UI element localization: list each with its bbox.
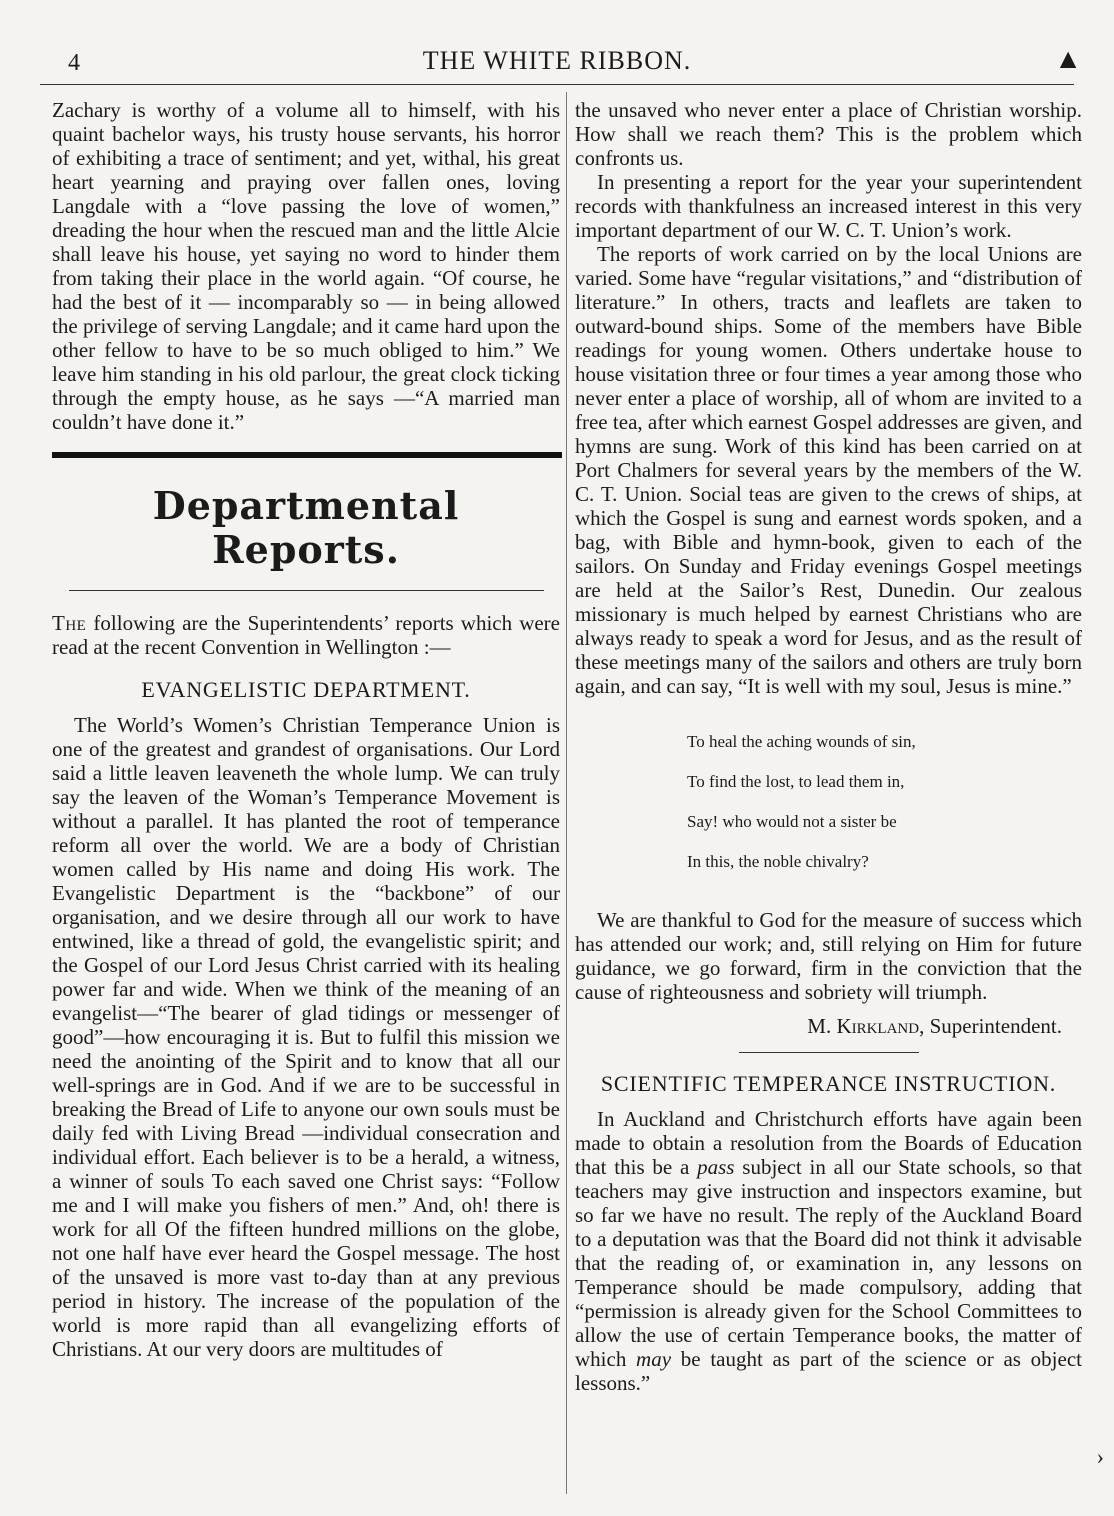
scientific-italic-pass: pass xyxy=(697,1155,735,1179)
journal-title: THE WHITE RIBBON. xyxy=(422,46,692,75)
header-rule xyxy=(40,84,1074,85)
evangelistic-paragraph: The World’s Women’s Christian Temperance Union is one of the greatest and grandest of organisations. Our Lord said a little leaven leaveneth the whole lump. We can truly say the leaven of the Woman’s Temperance Movement is without a parallel. It has planted the root of temperance reform all over the world. We are a body of Christian women called by His name and doing His work. The Evangelistic Department is the “backbone” of our organisation, and we desire through all our work to have entwined, like a thread of gold, the evangelistic spirit; and the Gospel of our Lord Jesus Christ carried with its healing power far and wide. When we think of the meaning of an evangelist—“The bearer of glad tidings or messenger of good”—how encouraging it is. But to fulfil this mission we need the anointing of the Spirit and to know that all our well-springs are in God. And if we are to be successful in breaking the Bread of Life to anyone our own souls must be daily fed with Living Bread —individual consecration and individual effort. Each believer is to be a herald, a witness, a winner of souls To each saved one Christ says: “Follow me and I will make you fishers of men.” And, oh! there is work for all Of the fifteen hundred millions on the globe, not one half have ever heard the Gospel message. The host of the unsaved is more vast to-day than at any previous period in history. The increase of the population of the world is more rapid than all evangelizing efforts of Christians. At our very doors are multitudes of xyxy=(52,713,560,1361)
page-edge-mark-icon: › xyxy=(1096,1444,1104,1469)
report-paragraph: In presenting a report for the year your superintendent records with thankfulness an increased interest in this very important department of our W. C. T. Union’s work. xyxy=(575,170,1082,242)
column-divider xyxy=(566,92,567,1494)
page-header xyxy=(40,44,1082,84)
page-number: 4 xyxy=(68,50,80,76)
scientific-text-part2: subject in all our State schools, so that teachers may give instruction and inspectors examine, but so far we have no result. The reply of the Auckland Board to a deputation was that the Board did not think it advisable that the reading of, or examination in, any lessons on Temperance should be made compulsory, adding that “permission is already given for the School Committees to allow the use of certain Temperance books, the matter of which xyxy=(575,1155,1082,1371)
section-rule xyxy=(52,452,562,458)
signature-line xyxy=(575,1014,1062,1038)
scientific-paragraph xyxy=(575,1107,1082,1395)
reports-intro-text: following are the Superintendents’ reports which were read at the recent Convention in Wellington :— xyxy=(52,611,560,659)
departmental-reports-title: Departmental Reports. xyxy=(152,483,460,572)
reports-intro-paragraph xyxy=(52,611,560,659)
section-separator-small xyxy=(739,1052,919,1053)
section-separator xyxy=(69,590,544,591)
poem-line: To heal the aching wounds of sin, xyxy=(687,732,916,751)
poem-line: Say! who would not a sister be xyxy=(687,812,897,831)
corner-ornament-icon: ▲ xyxy=(1054,44,1082,75)
poem-block xyxy=(687,712,1082,892)
work-paragraph: The reports of work carried on by the local Unions are varied. Some have “regular visitations,” and “distribution of literature.” In others, tracts and leaflets are taken to outward-bound ships. Some of the members have Bible readings for young women. Others undertake house to house visitation three or four times a year among those who never enter a place of worship, all of whom are invited to a free tea, after which earnest Gospel addresses are given, and hymns are sung. Work of this kind has been carried on at Port Chalmers for several years by the members of the W. C. T. Union. Social teas are given to the crews of ships, at which the Gospel is sung and earnest words spoken, and a bag, with Bible and hymn-book, given to each of the sailors. On Sunday and Friday evenings Gospel meetings are held at the Sailor’s Rest, Dunedin. Our zealous missionary is much helped by earnest Christians who are always ready to speak a word for Jesus, and as the result of these meetings many of the sailors and others are truly born again, and can say, “It is well with my soul, Jesus is mine.” xyxy=(575,242,1082,698)
signature-name: M. Kirkland xyxy=(807,1014,920,1038)
zachary-paragraph: Zachary is worthy of a volume all to himself, with his quaint bachelor ways, his trusty house servants, his horror of exhibiting a trace of sentiment; and yet, withal, his great heart yearning and praying over fallen ones, loving Langdale with a “love passing the love of women,” dreading the hour when the rescued man and the little Alcie shall leave his house, yet saying no word to hinder them from taking their place in the world again. “Of course, he had the best of it — incomparably so — in being allowed the privilege of serving Langdale; and it came hard upon the other fellow to have to be so much obliged to him.” We leave him standing in his old parlour, the great clock ticking through the empty house, as he says —“A married man couldn’t have done it.” xyxy=(52,98,560,434)
scientific-text-part3: be taught as part of the science or as object lessons.” xyxy=(575,1347,1082,1395)
scientific-temperance-heading: SCIENTIFIC TEMPERANCE INSTRUCTION. xyxy=(600,1071,1057,1096)
left-column xyxy=(52,98,560,1361)
signature-role: , Superintendent. xyxy=(919,1014,1062,1038)
evangelistic-department-heading: EVANGELISTIC DEPARTMENT. xyxy=(141,677,471,702)
closing-paragraph: We are thankful to God for the measure of success which has attended our work; and, still relying on Him for future guidance, we go forward, firm in the conviction that the cause of righteousness and sobriety will triumph. xyxy=(575,908,1082,1004)
reports-intro-leadin: The xyxy=(52,611,87,635)
poem-line: In this, the noble chivalry? xyxy=(687,852,869,871)
scientific-text-part1: In Auckland and Christchurch efforts have again been made to obtain a resolution from the Boards of Education that this be a xyxy=(575,1107,1082,1179)
poem-line: To find the lost, to lead them in, xyxy=(687,772,905,791)
continuation-paragraph: the unsaved who never enter a place of Christian worship. How shall we reach them? This is the problem which confronts us. xyxy=(575,98,1082,170)
right-column xyxy=(575,98,1082,1395)
scientific-italic-may: may xyxy=(636,1347,672,1371)
